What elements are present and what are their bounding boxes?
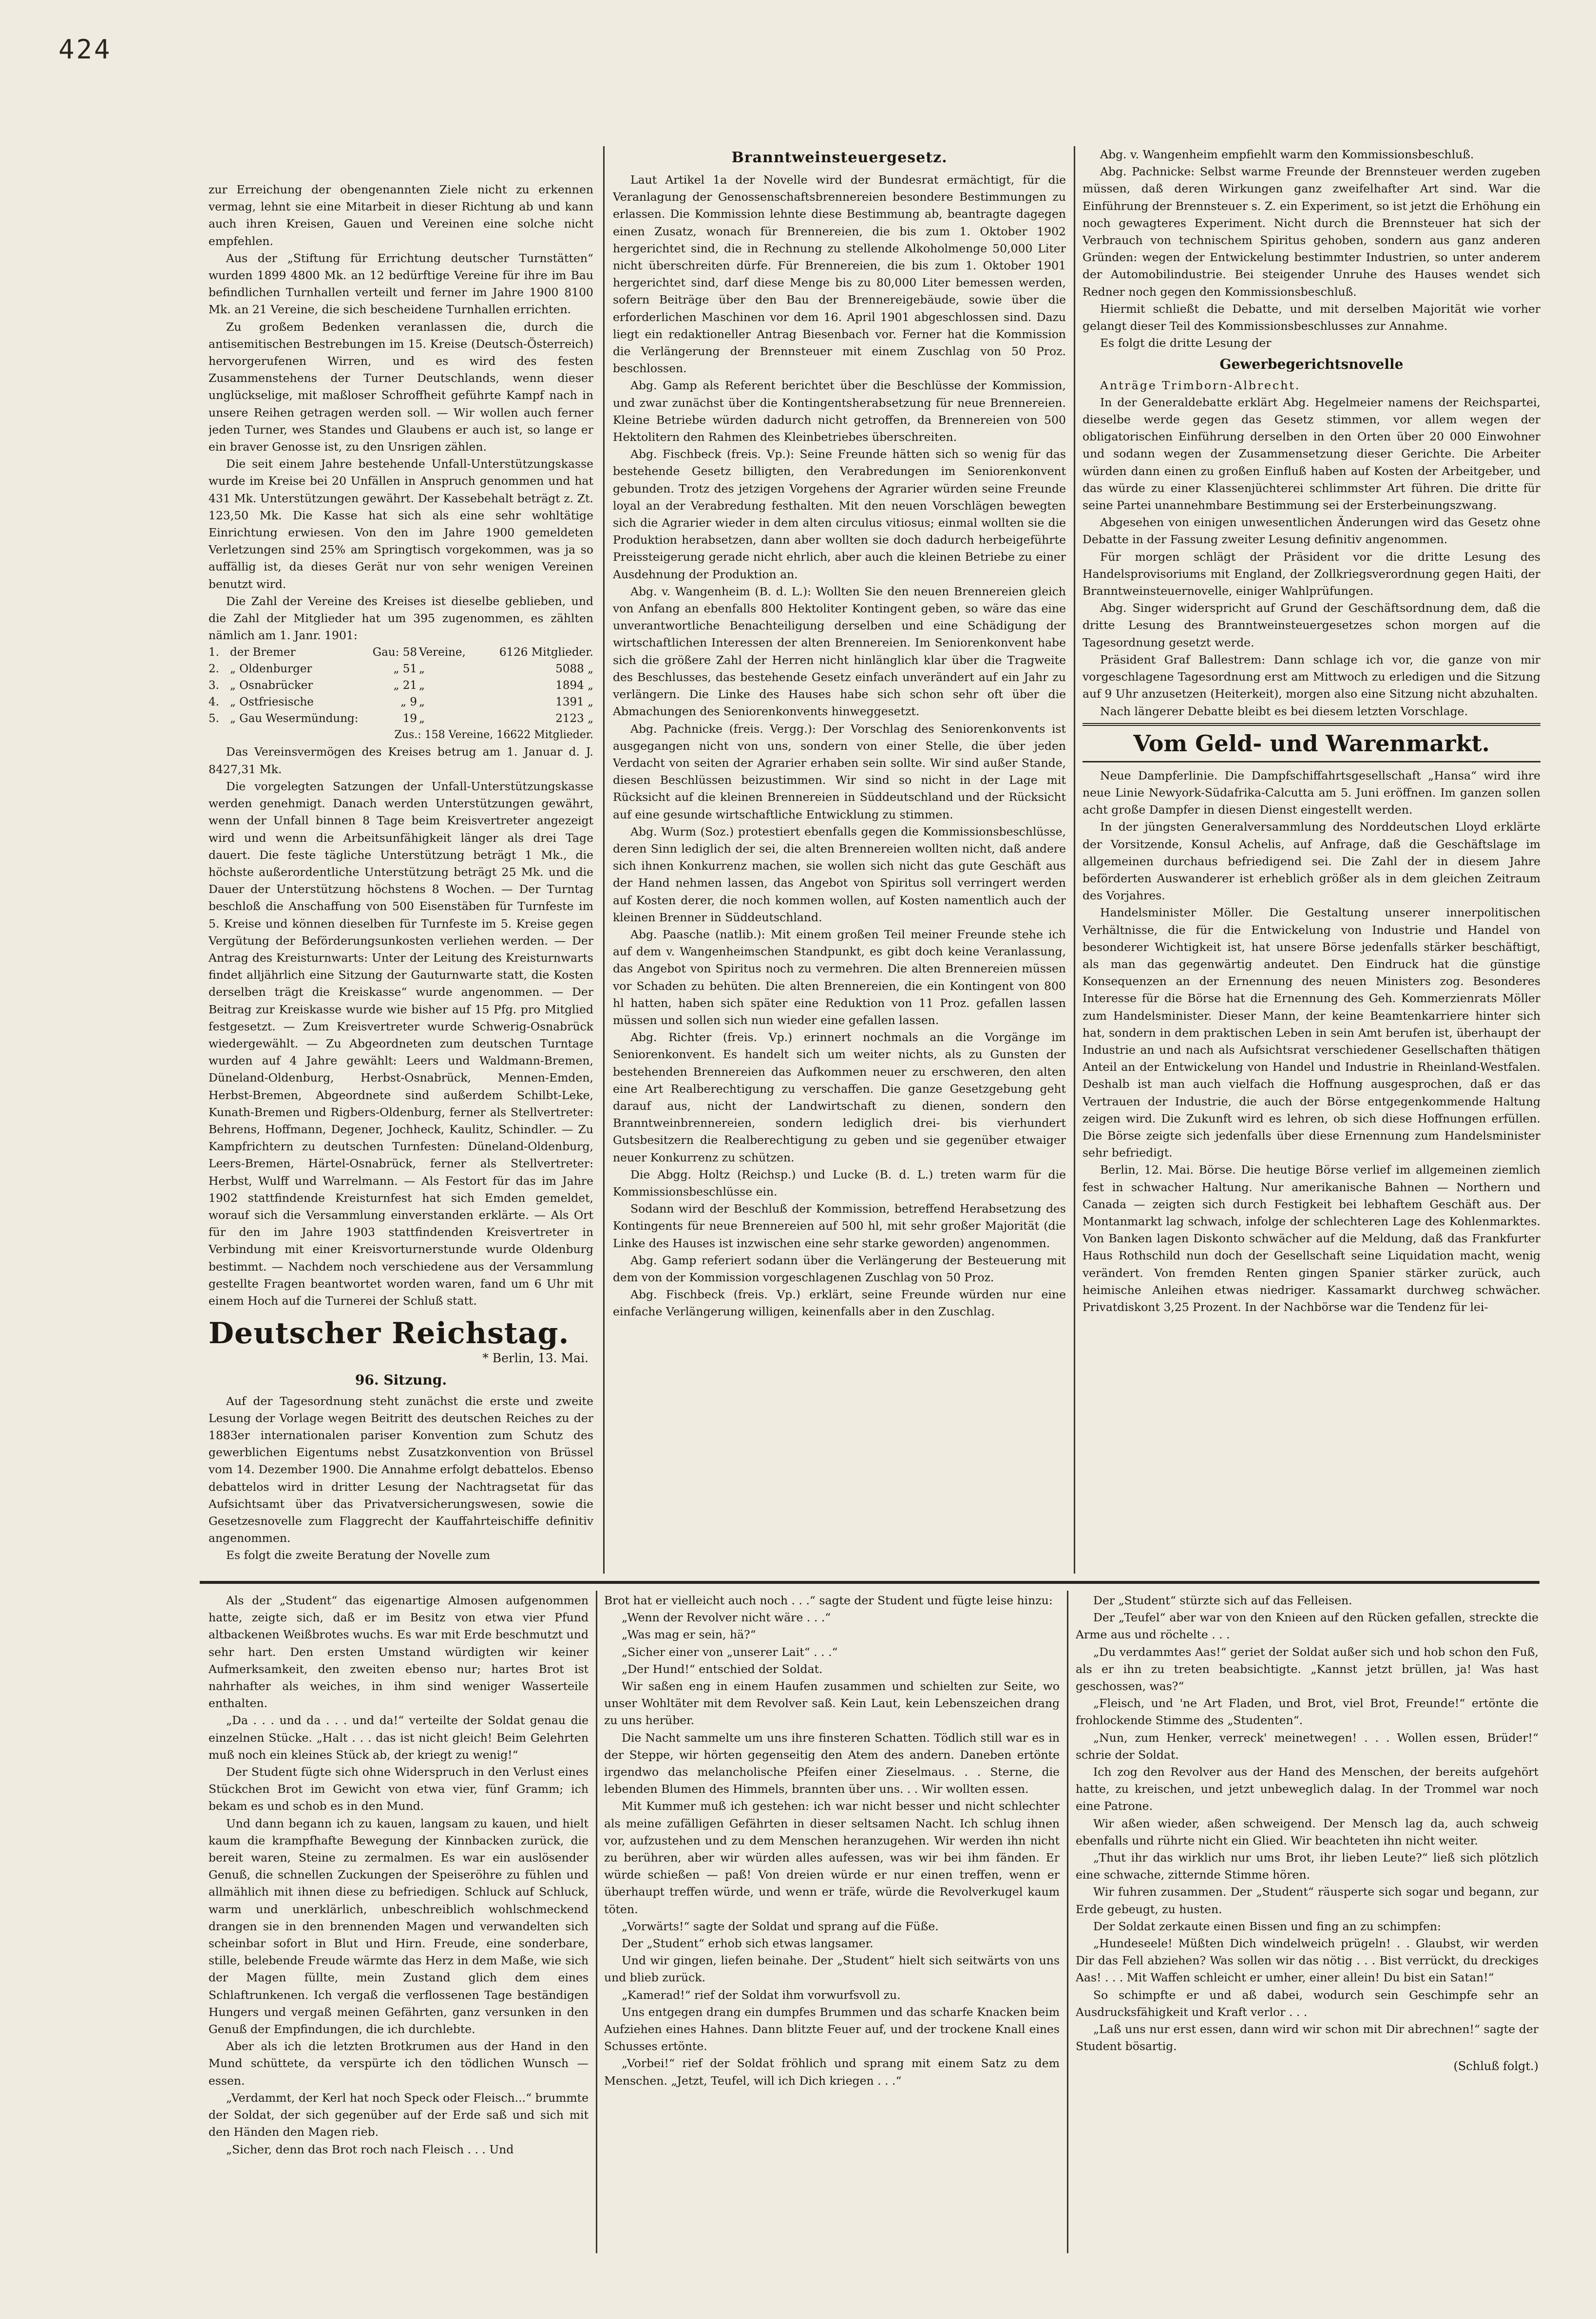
- article-paragraph: Die Zahl der Vereine des Kreises ist dieselbe geblieben, und die Zahl der Mitglieder hat um 395 zugenommen, es zählten nämlich am 1. Janr. 1901:: [209, 594, 593, 643]
- story-paragraph: „Nun, zum Henker, verreck' meinetwegen! . . . Wollen essen, Brüder!“ schrie der Soldat.: [1076, 1730, 1539, 1762]
- article-paragraph: zur Erreichung der obengenannten Ziele nicht zu erkennen vermag, lehnt sie eine Mitarbeit in dieser Richtung ab und kann auch ihren Kreisen, Gauen und Vereinen eine solche nicht empfehlen.: [209, 183, 593, 248]
- story-paragraph: Der Soldat zerkaute einen Bissen und fing an zu schimpfen:: [1093, 1919, 1441, 1933]
- article-paragraph: Handelsminister Möller. Die Gestaltung unserer innerpolitischen Verhältnisse, die für die Entwickelung von Industrie und Handel von besonderer Wichtigkeit ist, hat unsere Börse jedenfalls stärker beschäftigt, als man das gegenwärtig andeutet. Den Eindruck hat die günstige Konsequenzen an der Ernennung des neuen Ministers zog. Besonderes Interesse für die Börse hat die Ernennung des Geh. Kommerzienrats Möller zum Handelsminister. Dieser Mann, der keine Beamtenkarriere hinter sich hat, sondern in dem praktischen Leben in sein Amt berufen ist, überhaupt der Industrie an und nach als Aufsichtsrat verschiedener Gesellschaften thätigen Anteil an der Entwickelung von Handel und Industrie in Rheinland-Westfalen. Deshalb ist man auch vielfach die Hoffnung ausgesprochen, daß er das Vertrauen der Industrie, die auch der Börse entgegenkommende Haltung zeigen wird. Die Zukunft wird es lehren, ob sich diese Hoffnungen erfüllen. Die Börse zeigte sich jedenfalls über diese Ernennung zum Handelsminister sehr befriedigt.: [1083, 906, 1540, 1160]
- article-paragraph: Abg. Gamp referiert sodann über die Verlängerung der Besteuerung mit dem von der Kommission vorgeschlagenen Zuschlag von 50 Proz.: [613, 1253, 1066, 1284]
- story-paragraph: Und wir gingen, liefen beinahe. Der „Student“ hielt sich seitwärts von uns und blieb zurück.: [604, 1954, 1060, 1985]
- story-paragraph: Uns entgegen drang ein dumpfes Brummen und das scharfe Knacken beim Aufziehen eines Hahnes. Dann blitzte Feuer auf, und der trockene Knall eines Schusses ertönte.: [604, 2005, 1060, 2053]
- right-column: [1083, 146, 1540, 1576]
- story-paragraph: Die Nacht sammelte um uns ihre finsteren Schatten. Tödlich still war es in der Steppe, wir hörten gegenseitig den Atem des andern. Daneben ertönte irgendwo das melancholische Pfeifen einer Zieselmaus. . . Sterne, die lebenden Blumen des Himmels, brannten über uns. . . Wir wollten essen.: [604, 1730, 1060, 1796]
- table-sum: Zus.: 158 Vereine, 16622 Mitglieder.: [394, 729, 593, 741]
- continuation-note: (Schluß folgt.): [1453, 2059, 1539, 2073]
- story-paragraph: „Der Hund!“ entschied der Soldat.: [622, 1662, 823, 1676]
- feuilleton-rule: [200, 1581, 1539, 1584]
- story-paragraph: „Du verdammtes Aas!“ geriet der Soldat außer sich und hob schon den Fuß, als er ihn zu treten beabsichtigte. „Kannst jetzt brüllen, ja! Was hast geschossen, was?“: [1076, 1645, 1539, 1693]
- page-number: 424: [58, 34, 112, 65]
- market-title: Vom Geld- und Warenmarkt.: [1083, 723, 1540, 762]
- table-row: 1. der Bremer Gau: 58 Vereine, 6126 Mitglieder.: [209, 646, 593, 659]
- story-paragraph: Der „Student“ erhob sich etwas langsamer.: [622, 1937, 874, 1951]
- reichstag-title: Deutscher Reichstag.: [209, 1316, 570, 1351]
- article-paragraph: Abg. Fischbeck (freis. Vp.): Seine Freunde hätten sich so wenig für das bestehende Gesetz billigten, den Verabredungen im Seniorenkonvent gebunden. Trotz des jetzigen Vorgehens der Agrarier würden seine Freunde loyal an der Verabredung festhalten. Mit den neuen Vorschlägen bewegten sich die Agrarier wieder in dem alten circulus vitiosus; einmal wollten sie die Produktion herabsetzen, dann aber wollten sie doch dadurch herbeigeführte Preissteigerung gerade nicht ehrlich, aber auch die kleinen Betriebe zu einer Ausdehnung der Produktion an.: [613, 447, 1066, 581]
- article-paragraph: Auf der Tagesordnung steht zunächst die erste und zweite Lesung der Vorlage wegen Beitritt des deutschen Reiches zu der 1883er internationalen pariser Konvention zum Schutz des gewerblichen Eigentums nebst Zusatzkonvention von Brüssel vom 14. Dezember 1900. Die Annahme erfolgt debattelos. Ebenso debattelos wird in dritter Lesung der Nachtragsetat für das Aufsichtsamt über das Privatversicherungswesen, sowie die Gesetzesnovelle zum Flaggrecht der Kauffahrteischiffe definitiv angenommen.: [209, 1394, 593, 1545]
- story-paragraph: „Thut ihr das wirklich nur ums Brot, ihr lieben Leute?“ ließ sich plötzlich eine schwache, zitternde Stimme hören.: [1076, 1851, 1539, 1882]
- story-paragraph: Als der „Student“ das eigenartige Almosen aufgenommen hatte, zeigte sich, daß er im Besitz von etwa vier Pfund altbackenen Weißbrotes wuchs. Es war mit Erde beschmutzt und sehr hart. Den ersten Umstand würdigten wir keiner Aufmerksamkeit, den zweiten ebenso nur; hartes Brot ist nahrhafter als weiches, in ihm sind weniger Wasserteile enthalten.: [209, 1594, 589, 1711]
- story-paragraph: „Laß uns nur erst essen, dann wird wir schon mit Dir abrechnen!“ sagte der Student bösartig.: [1076, 2022, 1539, 2053]
- article-paragraph: Es folgt die zweite Beratung der Novelle zum: [226, 1548, 491, 1562]
- article-paragraph: Aus der „Stiftung für Errichtung deutscher Turnstätten“ wurden 1899 4800 Mk. an 12 bedürftige Vereine für ihre im Bau befindlichen Turnhallen verteilt und ferner im Jahre 1900 8100 Mk. an 21 Vereine, die sich bescheidene Turnhallen errichten.: [209, 251, 593, 317]
- column-rule: [1074, 146, 1075, 1574]
- article-paragraph: Abg. Wurm (Soz.) protestiert ebenfalls gegen die Kommissionsbeschlüsse, deren Sinn lediglich der sei, die alten Brennereien wollten nicht, daß andere sich ihnen Konkurrenz machen, sie wollen sich nicht das gute Geschäft aus der Hand nehmen lassen, das Angebot von Spiritus soll verringert werden auf Kosten derer, die noch kommen wollen, auf Kosten namentlich auch der kleinen Brenner in Süddeutschland.: [613, 824, 1066, 924]
- section-subheading: Gewerbegerichtsnovelle: [1219, 356, 1404, 373]
- story-paragraph: Der „Student“ stürzte sich auf das Felleisen.: [1093, 1594, 1352, 1607]
- section-title: Branntweinsteuergesetz.: [731, 149, 948, 166]
- table-row: 4. „ Ostfriesische „ 9 „ 1391 „: [209, 696, 593, 709]
- column-rule: [596, 1591, 597, 2253]
- article-paragraph: Das Vereinsvermögen des Kreises betrug am 1. Januar d. J. 8427,31 Mk.: [209, 745, 593, 776]
- story-column-2: [604, 1592, 1060, 2255]
- article-paragraph: Berlin, 12. Mai. Börse. Die heutige Börse verlief im allgemeinen ziemlich fest in schwacher Haltung. Nur amerikanische Bahnen — Northern und Canada — zeigten sich durch Festigkeit bei lebhaftem Geschäft aus. Der Montanmarkt lag schwach, infolge der schlechteren Lage des Kohlenmarktes. Von Banken lagen Diskonto schwächer auf die Meldung, daß das Frankfurter Haus Rothschild nun doch der Gesellschaft seine Liquidation macht, wenig verändert. Von fremden Renten gingen Spanier stärker zurück, auch heimische Anleihen etwas niedriger. Kassamarkt durchweg schwächer. Privatdiskont 3,25 Prozent. In der Nachbörse war die Tendenz für lei-: [1083, 1163, 1540, 1314]
- article-paragraph: Die seit einem Jahre bestehende Unfall-Unterstützungskasse wurde im Kreise bei 20 Unfällen in Anspruch genommen und hat 431 Mk. Unterstützungen gewährt. Der Kassebehalt beträgt z. Zt. 123,50 Mk. Die Kasse hat sich als eine sehr wohltätige Einrichtung erwiesen. Von den im Jahre 1900 gemeldeten Verletzungen sind 25% am Springtisch vorgekommen, was ja so auffällig ist, da dieses Gerät nur von sehr wenigen Vereinen benutzt wird.: [209, 457, 593, 591]
- story-paragraph: Brot hat er vielleicht auch noch . . .“ sagte der Student und fügte leise hinzu:: [604, 1594, 1053, 1607]
- story-paragraph: Wir fuhren zusammen. Der „Student“ räusperte sich sogar und begann, zur Erde gebeugt, zu husten.: [1076, 1885, 1539, 1916]
- story-paragraph: Der „Teufel“ aber war von den Knieen auf den Rücken gefallen, streckte die Arme aus und röchelte . . .: [1076, 1611, 1539, 1642]
- article-paragraph: Abg. v. Wangenheim empfiehlt warm den Kommissionsbeschluß.: [1100, 148, 1474, 161]
- story-paragraph: Und dann begann ich zu kauen, langsam zu kauen, und hielt kaum die krampfhafte Bewegung der Kinnbacken zurück, die bereit waren, Steine zu zermalmen. Es war ein auslösender Genuß, die schnellen Zuckungen der Speiseröhre zu fühlen und allmählich mit ihnen diese zu befriedigen. Schluck auf Schluck, warm und unerklärlich, unbeschreiblich wohlschmeckend drangen sie in den brennenden Magen und verwandelten sich scheinbar sofort in Blut und Hirn. Freude, eine sonderbare, stille, belebende Freude wärmte das Herz in dem Maße, wie sich der Magen füllte, mein Zustand glich dem eines Schlaftrunkenen. Ich vergaß die verflossenen Tage beständigen Hungers und vergaß meinen Gefährten, ganz versunken in den Genuß der Empfindungen, die ich durchlebte.: [209, 1816, 589, 2036]
- article-paragraph: Die Abgg. Holtz (Reichsp.) und Lucke (B. d. L.) treten warm für die Kommissionsbeschlüsse ein.: [613, 1167, 1066, 1198]
- story-paragraph: Aber als ich die letzten Brotkrumen aus der Hand in den Mund schüttete, da verspürte ich den tödlichen Wunsch — essen.: [209, 2039, 589, 2088]
- article-paragraph: Abg. Pachnicke (freis. Vergg.): Der Vorschlag des Seniorenkonvents ist ausgegangen nicht von uns, sondern von einer Stelle, die über jeden Verdacht von seiten der Agrarier erhaben sein sollte. Wir sind außer Stande, diesen Beschlüssen beizustimmen. Wir sind so nicht in der Lage mit Rücksicht auf die kleinen Brennereien in Süddeutschland und der Rücksicht auf eine gesunde wirtschaftliche Entwicklung zu stimmen.: [613, 722, 1066, 821]
- article-paragraph: Laut Artikel 1a der Novelle wird der Bundesrat ermächtigt, für die Veranlagung der Genossenschaftsbrennereien besondere Bestimmungen zu erlassen. Die Kommission lehnte diese Bestimmung ab, beantragte dagegen einen Zusatz, wonach für Brennereien, die bis zum 1. Oktober 1902 hergerichtet sind, die in Rechnung zu stellende Alkoholmenge 50,000 Liter nicht überschreiten dürfe. Für Brennereien, die bis zum 1. Oktober 1901 hergerichtet sind, darf diese Menge bis zu 80,000 Liter bemessen werden, sofern Beiträge über den Bau der Brennereigebäude, sowie über die erforderlichen Maschinen vor dem 16. April 1901 abgeschlossen sind. Dazu liegt ein redaktioneller Antrag Biesenbach vor. Ferner hat die Kommission die Verlängerung der Brennsteuer mit einem Zuschlag von 50 Proz. beschlossen.: [613, 173, 1066, 376]
- article-paragraph: Hiermit schließt die Debatte, und mit derselben Majorität wie vorher gelangt dieser Teil des Kommissionsbeschlusses zur Annahme.: [1083, 302, 1540, 333]
- story-paragraph: „Sicher, denn das Brot roch nach Fleisch . . . Und: [226, 2142, 514, 2156]
- membership-table: [209, 644, 593, 743]
- story-paragraph: „Verdammt, der Kerl hat noch Speck oder Fleisch...“ brummte der Soldat, der sich gegenüber auf der Erde saß und sich mit den Händen den Magen rieb.: [209, 2091, 589, 2139]
- article-paragraph: In der jüngsten Generalversammlung des Norddeutschen Lloyd erklärte der Vorsitzende, Konsul Achelis, auf Anfrage, daß die Geschäftslage im allgemeinen durchaus befriedigend sei. Die Zahl der in diesem Jahre beförderten Auswanderer ist erheblich größer als in dem gleichen Zeitraum des Vorjahres.: [1083, 820, 1540, 903]
- article-paragraph: Die vorgelegten Satzungen der Unfall-Unterstützungskasse werden genehmigt. Danach werden Unterstützungen gewährt, wenn der Unfall binnen 8 Tage beim Kreisvertreter angezeigt wird und wenn die Arbeitsunfähigkeit länger als drei Tage dauert. Die feste tägliche Unterstützung beträgt 1 Mk., die höchste außerordentliche Unterstützung beträgt 25 Mk. und die Dauer der Unterstützung höchstens 8 Wochen. — Der Turntag beschloß die Anschaffung von 500 Eisenstäben für Turnfeste im 5. Kreise und können dieselben für Turnfeste im 5. Kreise gegen Vergütung der Beförderungsunkosten verliehen werden. — Der Antrag des Kreisturnwarts: Unter der Leitung des Kreisturnwarts findet alljährlich eine Sitzung der Gauturnwarte statt, die Kosten derselben trägt die Kreiskasse“ wurde angenommen. — Der Beitrag zur Kreiskasse wurde wie bisher auf 15 Pfg. pro Mitglied festgesetzt. — Zum Kreisvertreter wurde Schwerig-Osnabrück wiedergewählt. — Zu Abgeordneten zum deutschen Turntage wurden auf 4 Jahre gewählt: Leers und Waldmann-Bremen, Düneland-Oldenburg, Herbst-Osnabrück, Mennen-Emden, Herbst-Bremen, Abgeordnete sind außerdem Schilbt-Leke, Kunath-Bremen und Rigbers-Oldenburg, ferner als Stellvertreter: Behrens, Hoffmann, Degener, Jochheck, Kaulitz, Schindler. — Zu Kampfrichtern zu deutschen Turnfesten: Düneland-Oldenburg, Leers-Bremen, Härtel-Osnabrück, ferner als Stellvertreter: Herbst, Wulff und Warrelmann. — Als Festort für das im Jahre 1902 stattfindende Kreisturnfest hat sich Emden gemeldet, worauf sich die Versammlung einverstanden erklärte. — Als Ort für den im Jahre 1903 stattfindenden Kreisvertreter in Verbindung mit einer Kreisvorturnerstunde wurde Oldenburg bestimmt. — Nachdem noch verschiedene aus der Versammlung gestellte Fragen beantwortet worden waren, fand um 6 Uhr mit einem Hoch auf die Turnerei der Schluß statt.: [209, 779, 593, 1308]
- story-paragraph: „Da . . . und da . . . und da!“ verteilte der Soldat genau die einzelnen Stücke. „Halt . . . das ist nicht gleich! Beim Gelehrten muß noch ein kleines Stück ab, der kriegt zu wenig!“: [209, 1713, 589, 1762]
- story-paragraph: „Wenn der Revolver nicht wäre . . .“: [622, 1611, 831, 1625]
- story-paragraph: Ich zog den Revolver aus der Hand des Menschen, der bereits aufgehört hatte, zu kreischen, und jetzt unbeweglich dalag. In der Trommel war noch eine Patrone.: [1076, 1765, 1539, 1813]
- article-paragraph: In der Generaldebatte erklärt Abg. Hegelmeier namens der Reichspartei, dieselbe werde gegen das Gesetz stimmen, vor allem wegen der obligatorischen Einführung derselben in den Orten über 20 000 Einwohner und sodann wegen der Zusammensetzung dieser Gerichte. Die Arbeiter würden dann einen zu großen Einfluß haben auf Kosten der Arbeitgeber, und das würde zu einer Klassenjüchterei schlimmster Art führen. Die dritte für seine Partei unannehmbare Bestimmung sei der Ersterbeinungszwang.: [1083, 395, 1540, 513]
- story-paragraph: Wir aßen wieder, aßen schweigend. Der Mensch lag da, auch schweig ebenfalls und rührte nicht ein Glied. Wir beachteten ihn nicht weiter.: [1076, 1816, 1539, 1847]
- story-paragraph: „Was mag er sein, hä?“: [622, 1628, 756, 1642]
- column-rule: [603, 146, 605, 1574]
- story-paragraph: „Kamerad!“ rief der Soldat ihm vorwurfsvoll zu.: [622, 1988, 901, 2002]
- story-paragraph: „Sicher einer von „unserer Lait“ . . .“: [622, 1645, 838, 1659]
- article-paragraph: Abg. Gamp als Referent berichtet über die Beschlüsse der Kommission, und zwar zunächst über die Kontingentsherabsetzung für neue Brennereien. Kleine Betriebe würden dadurch nicht getroffen, da Brennereien von 500 Hektolitern den Rahmen des Kleinbetriebes überschreiten.: [613, 379, 1066, 444]
- article-paragraph: Präsident Graf Ballestrem: Dann schlage ich vor, die ganze von mir vorgeschlagene Tagesordnung erst am Mittwoch zu erledigen und die Sitzung auf 9 Uhr anzusetzen (Heiterkeit), morgen also eine Sitzung nicht abzuhalten.: [1083, 652, 1540, 701]
- article-paragraph: Abgesehen von einigen unwesentlichen Änderungen wird das Gesetz ohne Debatte in der Fassung zweiter Lesung definitiv angenommen.: [1083, 515, 1540, 547]
- session-heading: 96. Sitzung.: [355, 1372, 447, 1388]
- story-paragraph: Wir saßen eng in einem Haufen zusammen und schielten zur Seite, wo unser Wohltäter mit dem Revolver saß. Kein Laut, kein Lebenszeichen drang zu uns herüber.: [604, 1679, 1060, 1728]
- article-paragraph: Abg. v. Wangenheim (B. d. L.): Wollten Sie den neuen Brennereien gleich von Anfang an ebenfalls 800 Hektoliter Kontingent geben, so wäre das eine unverantwortliche Benachteiligung derselben und eine Schädigung der wirtschaftlichen Interessen der alten Brennereien. Im Seniorenkonvent habe sich die größere Zahl der Herren nicht hinlänglich klar über die Tragweite des Beschlusses, das bestehende Gesetz einfach unverändert auf ein Jahr zu verlängern. Die Linke des Hauses habe sich schon sehr oft über die Abmachungen des Seniorenkonvents hinweggesetzt.: [613, 584, 1066, 719]
- story-column-3: [1076, 1592, 1539, 2255]
- story-paragraph: „Hundeseele! Müßten Dich windelweich prügeln! . . Glaubst, wir werden Dir das Fell abziehen? Was sollen wir das nötig . . . Bist verrückt, du dreckiges Aas! . . . Mit Waffen schleicht er umher, einer allein! Du bist ein Satan!“: [1076, 1937, 1539, 1985]
- article-paragraph: Nach längerer Debatte bleibt es bei diesem letzten Vorschlage.: [1100, 704, 1468, 718]
- dateline: * Berlin, 13. Mai.: [482, 1351, 589, 1366]
- article-paragraph: Es folgt die dritte Lesung der: [1100, 336, 1272, 350]
- article-paragraph: Für morgen schlägt der Präsident vor die dritte Lesung des Handelsprovisoriums mit England, der Zollkriegsverordnung gegen Haiti, der Branntweinsteuernovelle, einiger Wahlprüfungen.: [1083, 550, 1540, 598]
- article-paragraph: Abg. Richter (freis. Vp.) erinnert nochmals an die Vorgänge im Seniorenkonvent. Es handelt sich um weiter nichts, als zu Gunsten der bestehenden Brennereien das Aufkommen neuer zu erschweren, den alten eine Art Realberechtigung zu verschaffen. Die ganze Gesetzgebung geht darauf aus, nicht der Landwirtschaft zu dienen, sondern den Branntweinbrennereien, sondern lediglich drei- bis vierhundert Gutsbesitzern die Realberechtigung zu geben und sie gegenüber etwaiger neuer Konkurrenz zu schützen.: [613, 1030, 1066, 1164]
- table-row: 5. „ Gau Wesermündung: 19 „ 2123 „: [209, 712, 593, 725]
- story-paragraph: „Vorbei!“ rief der Soldat fröhlich und sprang mit einem Satz zu dem Menschen. „Jetzt, Teufel, will ich Dich kriegen . . .“: [604, 2056, 1060, 2088]
- article-paragraph: Abg. Fischbeck (freis. Vp.) erklärt, seine Freunde würden nur eine einfache Verlängerung willigen, keinenfalls aber in den Zuschlag.: [613, 1288, 1066, 1319]
- article-paragraph: Neue Dampferlinie. Die Dampfschiffahrtsgesellschaft „Hansa“ wird ihre neue Linie Newyork-Südafrika-Calcutta am 5. Juni eröffnen. Im ganzen sollen acht große Dampfer in diesen Dienst eingestellt werden.: [1083, 768, 1540, 817]
- table-row: 3. „ Osnabrücker „ 21 „ 1894 „: [209, 679, 593, 692]
- branntwein-column: [613, 146, 1066, 1576]
- story-column-1: [209, 1592, 589, 2255]
- article-paragraph: Abg. Singer widerspricht auf Grund der Geschäftsordnung dem, daß die dritte Lesung des Branntweinsteuergesetzes schon morgen auf die Tagesordnung gesetzt werde.: [1083, 601, 1540, 649]
- turnen-column: [209, 181, 593, 1575]
- story-paragraph: Mit Kummer muß ich gestehen: ich war nicht besser und nicht schlechter als meine zufälligen Gefährten in dieser seltsamen Nacht. Ich schlug ihnen vor, aufzustehen und zu dem Menschen heranzugehen. Wir werden ihn nicht zu berühren, aber wir würden alles aufessen, was wir bei ihm fänden. Er würde schießen — paß! Von dreien würde er nur einen treffen, wenn er überhaupt treffen würde, und wenn er träfe, würde die Revolverkugel kaum töten.: [604, 1799, 1060, 1916]
- article-paragraph: Abg. Pachnicke: Selbst warme Freunde der Brennsteuer werden zugeben müssen, daß deren Wirkungen ganz zweifelhafter Art sind. War die Einführung der Brennsteuer s. Z. ein Experiment, so ist jetzt die Erhöhung ein noch gewagteres Experiment. Nicht durch die Brennsteuer hat sich der Verbrauch von technischem Spiritus gehoben, sondern aus ganz anderen Gründen: wegen der Entwickelung bestimmter Industrien, so unter anderem der Automobilindustrie. Bei steigender Unruhe des Hauses wendet sich Redner noch gegen den Kommissionsbeschluß.: [1083, 165, 1540, 299]
- article-paragraph: Abg. Paasche (natlib.): Mit einem großen Teil meiner Freunde stehe ich auf dem v. Wangenheimschen Standpunkt, es gibt doch keine Veranlassung, das Angebot von Spiritus noch zu vermehren. Die alten Brennereien müssen vor Schaden zu behüten. Die alten Brennereien, die ein Kontingent von 800 hl hatten, haben sich später eine Reduktion von 11 Proz. gefallen lassen müssen und sollen sich nun wieder eine gefallen lassen.: [613, 927, 1066, 1027]
- article-paragraph: Anträge Trimborn-Albrecht.: [1100, 378, 1301, 392]
- table-row: 2. „ Oldenburger „ 51 „ 5088 „: [209, 663, 593, 676]
- article-paragraph: Zu großem Bedenken veranlassen die, durch die antisemitischen Bestrebungen im 15. Kreise (Deutsch-Österreich) hervorgerufenen Wirren, und es wird des festen Zusammenstehens der Turner Deutschlands, wenn dieser unglückselige, mit maßloser Schroffheit geführte Kampf nach in unsere Reihen getragen werden soll. — Wir wollen auch ferner jeden Turner, wes Standes und Glaubens er auch ist, so lange er ein braver Genosse ist, zu den Unsrigen zählen.: [209, 320, 593, 454]
- story-paragraph: „Fleisch, und 'ne Art Fladen, und Brot, viel Brot, Freunde!“ ertönte die frohlockende Stimme des „Studenten“.: [1076, 1696, 1539, 1728]
- story-paragraph: „Vorwärts!“ sagte der Soldat und sprang auf die Füße.: [622, 1919, 939, 1933]
- story-paragraph: Der Student fügte sich ohne Widerspruch in den Verlust eines Stückchen Brot im Gewicht von etwa vier, fünf Gramm; ich bekam es und schob es in den Mund.: [209, 1765, 589, 1813]
- article-paragraph: Sodann wird der Beschluß der Kommission, betreffend Herabsetzung des Kontingents für neue Brennereien auf 500 hl, mit sehr großer Majorität (die Linke des Hauses ist inzwischen eine sehr starke geworden) angenommen.: [613, 1202, 1066, 1250]
- story-paragraph: So schimpfte er und aß dabei, wodurch sein Geschimpfe sehr an Ausdrucksfähigkeit und Kraft verlor . . .: [1076, 1988, 1539, 2019]
- column-rule: [1067, 1591, 1068, 2253]
